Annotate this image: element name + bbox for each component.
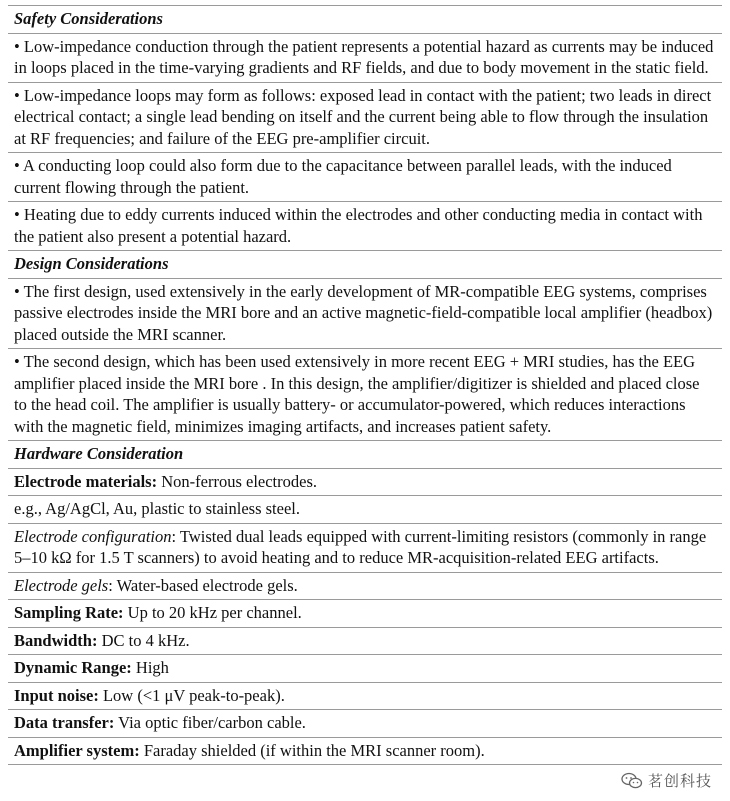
wechat-icon — [621, 772, 643, 790]
hardware-heading: Hardware Consideration — [8, 441, 722, 469]
safety-item: • Heating due to eddy currents induced within the electrodes and other conducting media in contact with the patient also present a potential hazard. — [8, 202, 722, 251]
safety-item: • A conducting loop could also form due to the capacitance between parallel leads, with the induced current flowing through the patient. — [8, 153, 722, 202]
row-label: Dynamic Range: — [14, 658, 132, 677]
considerations-table — [8, 5, 722, 765]
safety-heading: Safety Considerations — [8, 5, 722, 34]
row-label: Input noise: — [14, 685, 99, 705]
row-value: Via optic fiber/carbon cable. — [114, 713, 306, 732]
row-value: Faraday shielded (if within the MRI scanner room). — [139, 740, 485, 760]
design-item: • The first design, used extensively in the early development of MR-compatible EEG systems, comprises passive electrodes inside the MRI bore and an active magnetic-field-compatible local amplifier (headbox) placed outside the MRI scanner. — [8, 279, 722, 350]
row-label: Electrode gels — [14, 575, 109, 595]
electrode-configuration-row — [8, 524, 722, 573]
watermark — [621, 770, 712, 791]
electrode-gels-row — [8, 573, 722, 601]
row-value: : Water-based electrode gels. — [108, 575, 298, 595]
data-transfer-row — [8, 710, 722, 738]
row-value: : Twisted dual leads equipped with current-limiting resistors (commonly in range 5–10 kΩ for 1.5 T scanners) to avoid heating and to reduce MR-acquisition-related EEG artifacts. — [14, 526, 707, 567]
dynamic-range-row — [8, 655, 722, 683]
row-value: Low (<1 μV peak-to-peak). — [98, 685, 285, 705]
electrode-materials-row — [8, 469, 722, 497]
row-value: DC to 4 kHz. — [97, 630, 190, 650]
row-value: Up to 20 kHz per channel. — [123, 603, 302, 622]
design-heading: Design Considerations — [8, 251, 722, 279]
row-label: Bandwidth: — [14, 630, 98, 650]
row-value: Non-ferrous electrodes. — [157, 471, 318, 491]
examples-row: e.g., Ag/AgCl, Au, plastic to stainless steel. — [8, 496, 722, 524]
design-item: • The second design, which has been used extensively in more recent EEG + MRI studies, has the EEG amplifier placed inside the MRI bore . In this design, the amplifier/digitizer is shielded and placed close to the head coil. The amplifier is usually battery- or accumulator-powered, which reduces interactions with the magnetic field, minimizes imaging artifacts, and increases patient safety. — [8, 349, 722, 441]
sampling-rate-row — [8, 600, 722, 628]
row-label: Data transfer: — [14, 713, 115, 732]
input-noise-row — [8, 683, 722, 711]
watermark-text: 茗创科技 — [647, 772, 712, 790]
safety-item: • Low-impedance conduction through the patient represents a potential hazard as currents may be induced in loops placed in the time-varying gradients and RF fields, and due to body movement in the static field. — [8, 34, 722, 83]
safety-item: • Low-impedance loops may form as follows: exposed lead in contact with the patient; two leads in direct electrical contact; a single lead bending on itself and the current being able to flow through the insulation at RF frequencies; and failure of the EEG pre-amplifier circuit. — [8, 83, 722, 154]
bandwidth-row — [8, 628, 722, 656]
row-label: Sampling Rate: — [14, 603, 124, 622]
row-value: High — [131, 658, 169, 677]
amplifier-system-row — [8, 738, 722, 766]
row-label: Electrode configuration — [14, 526, 172, 546]
row-label: Electrode materials: — [14, 471, 158, 491]
row-label: Amplifier system: — [14, 740, 140, 760]
